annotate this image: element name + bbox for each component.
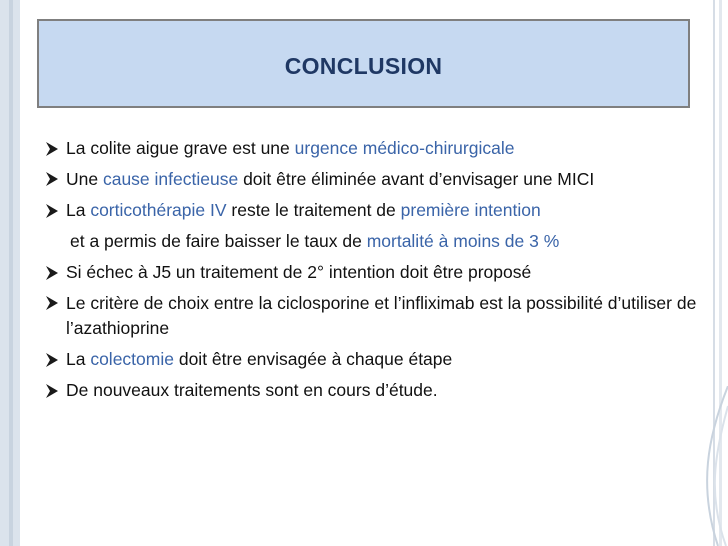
slide-title: CONCLUSION: [284, 53, 443, 79]
highlighted-text: colectomie: [90, 349, 174, 369]
bullet-item: [44, 288, 704, 344]
arrow-bullet-icon: [44, 142, 58, 156]
bullet-text: De nouveaux traitements sont en cours d’étude.: [66, 380, 438, 400]
highlighted-text: première intention: [400, 200, 541, 220]
corner-swirl-decoration: [688, 386, 728, 546]
highlighted-text: corticothérapie IV: [90, 200, 227, 220]
bullet-text: doit être éliminée avant d’envisager une MICI: [238, 169, 595, 189]
arrow-bullet-icon: [44, 172, 58, 186]
bullet-text: reste le traitement de: [226, 200, 401, 220]
arrow-bullet-icon: [44, 204, 58, 218]
bullet-text: et a permis de faire baisser le taux de: [70, 231, 367, 251]
highlighted-text: cause infectieuse: [102, 169, 239, 189]
arrow-bullet-icon: [44, 353, 58, 367]
highlighted-text: urgence médico-chirurgicale: [294, 138, 515, 158]
bullet-text: Si échec à J5 un traitement de 2° intention doit être proposé: [66, 262, 532, 282]
left-band-stripe: [9, 0, 13, 546]
highlighted-text: mortalité à moins de 3 %: [366, 231, 560, 251]
bullet-text: Une: [66, 169, 103, 189]
bullet-item: [44, 133, 704, 164]
bullet-text: Le critère de choix entre la ciclosporine et l’infliximab est la possibilité d’utiliser de l’azathioprine: [66, 293, 697, 338]
arrow-bullet-icon: [44, 384, 58, 398]
bullet-item: [44, 195, 704, 226]
bullet-text: La: [66, 349, 91, 369]
title-box: [37, 19, 690, 108]
bullet-item: [44, 164, 704, 195]
bullet-continuation: [44, 226, 704, 257]
arrow-bullet-icon: [44, 296, 58, 310]
bullet-text: doit être envisagée à chaque étape: [173, 349, 453, 369]
bullet-item: [44, 344, 704, 375]
arrow-bullet-icon: [44, 266, 58, 280]
left-decorative-band: [0, 0, 20, 546]
bullet-list: [44, 133, 704, 406]
bullet-item: [44, 257, 704, 288]
bullet-text: La: [66, 200, 91, 220]
bullet-text: La colite aigue grave est une: [66, 138, 295, 158]
bullet-item: [44, 375, 704, 406]
